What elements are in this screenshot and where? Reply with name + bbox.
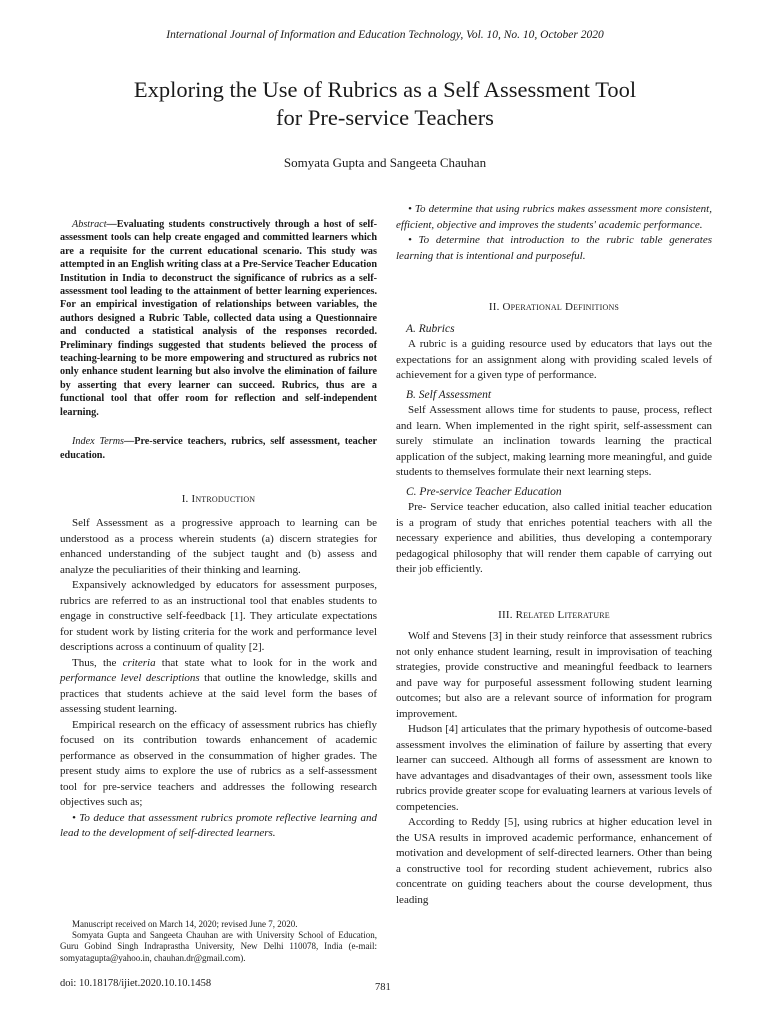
doi-link[interactable]: doi: 10.18178/ijiet.2020.10.10.1458	[60, 978, 212, 989]
section-heading-introduction: I. Introduction	[181, 492, 256, 505]
abstract-lead: Abstract	[72, 219, 107, 230]
footnote	[60, 919, 377, 964]
intro-paragraph-4: Empirical research on the efficacy of assessment rubrics has chiefly focused on its contribution towards enhancement of academic performance as observed in the consummation of higher grades. The present study aims to explore the use of rubrics as a self-assessment tool for pre-service teachers and addresses the following research objectives such as;	[60, 718, 377, 809]
section-heading-operational-definitions: II. Operational Definitions	[488, 301, 620, 313]
objective-3: • To determine that introduction to the rubric table generates learning that is intentional and purposeful.	[396, 234, 712, 262]
intro-paragraph-2: Expansively acknowledged by educators for assessment purposes, rubrics are referred to as an instructional tool that enables students to engage in constructive self-feedback [1]. They articulate expectations for student work by listing criteria for the work and performance level descriptions across a continuum of quality [2].	[60, 579, 377, 654]
intro-p3-part-a: Thus, the	[72, 656, 123, 669]
intro-paragraph-1: Self Assessment as a progressive approach to learning can be understood as a process wherein students (a) discern strategies for enhanced understanding of the subject taught and (b) assess and analyze the peculiarities of their thinking and learning.	[60, 517, 377, 576]
related-paragraph-3: According to Reddy [5], using rubrics at higher education level in the USA results in improved academic performance, enhancement of motivation and development of self-directed learners. Other than being a constructive tool for recording student achievement, rubrics also concentrate on guiding teachers about the course development, thus leading	[396, 816, 712, 906]
intro-p3-part-c: that outline the knowledge, skills and practices that students achieve at the said level form the bases of assessing student learning.	[60, 672, 377, 716]
related-paragraph-2: Hudson [4] articulates that the primary hypothesis of outcome-based assessment involves the elimination of failure by asserting that every learner can succeed. Although all forms of assessment are known to have advantages and disadvantages of their own, assessment tools like rubrics provide greater scope for evaluating learners at various levels of competencies.	[396, 723, 712, 813]
intro-p3-performance: performance level descriptions	[60, 672, 200, 685]
page-number: 781	[375, 982, 391, 993]
title-line-2: for Pre-service Teachers	[276, 105, 494, 130]
objective-1: • To deduce that assessment rubrics promote reflective learning and lead to the development of self-directed learners.	[60, 811, 377, 840]
paper-title	[60, 76, 710, 132]
subheading-rubrics: A. Rubrics	[406, 322, 455, 335]
title-line-1: Exploring the Use of Rubrics as a Self Assessment Tool	[133, 77, 637, 102]
abstract-text: —Evaluating students constructively through a host of self-assessment tools can help create engaged and committed learners which are a requisite for the current educational scenario. This study was attempted in an English writing class at a Pre-Service Teacher Education Institution in India to deconstruct the significance of rubrics as a self-assessment tool leading to the attainment of better learning experiences. For an empirical investigation of relationships between variables, the authors designed a Rubric Table, collected data using a Questionnaire and conducted a statistical analysis of the responses recorded. Preliminary findings suggested that students believed the process of teaching-learning to be more empowering and structured as rubrics not only enhance student learning but also involve the elimination of failure by asserting that every learner can succeed. Rubrics, thus are a functional tool that offer room for reflection and self-independent learning.	[60, 219, 377, 418]
authors: Somyata Gupta and Sangeeta Chauhan	[283, 155, 487, 170]
index-terms-lead: Index Terms	[72, 436, 125, 448]
left-column	[60, 218, 377, 842]
subheading-self-assessment: B. Self Assessment	[406, 388, 492, 401]
related-paragraph-1: Wolf and Stevens [3] in their study reinforce that assessment rubrics not only enhance student learning, result in improvisation of teaching strategies, provide constructive and meaningful feedback to learners and pave way for purposeful assessment following student learning outcomes; but also are a relevant source of information for program improvement.	[396, 630, 712, 720]
footnote-affiliation: Somyata Gupta and Sangeeta Chauhan are with University School of Education, Guru Gobind Singh Indraprastha University, New Delhi 110078, India (e-mail: somyatagupta@yahoo.in, chauhan.dr@gmail.com).	[60, 930, 377, 963]
right-column	[396, 202, 712, 908]
objective-2: • To determine that using rubrics makes assessment more consistent, efficient, objective and improves the students' academic performance.	[396, 203, 712, 231]
index-terms-text: —Pre-service teachers, rubrics, self assessment, teacher education.	[60, 436, 377, 461]
intro-paragraph-3	[60, 656, 377, 718]
self-assessment-paragraph: Self Assessment allows time for students to pause, process, reflect and learn. When implemented in the right spirit, self-assessment can surely stimulate an inclination towards learning the practical application of the subject, making learning more meaningful, and guide students to themselves formulate their next learning steps.	[396, 404, 712, 478]
subheading-pre-service: C. Pre-service Teacher Education	[406, 485, 562, 498]
index-terms	[60, 435, 377, 462]
intro-p3-part-b: that state what to look for in the work and	[155, 656, 377, 669]
running-head: International Journal of Information and Education Technology, Vol. 10, No. 10, October 2020	[166, 29, 604, 41]
abstract	[60, 218, 377, 419]
intro-p3-criteria: criteria	[122, 656, 156, 669]
section-heading-related-literature: III. Related Literature	[498, 608, 610, 621]
rubrics-paragraph: A rubric is a guiding resource used by educators that lays out the expectations for an assignment along with providing scaled levels of achievement for a given type of performance.	[396, 338, 712, 381]
footnote-received: Manuscript received on March 14, 2020; revised June 7, 2020.	[72, 919, 298, 929]
pre-service-paragraph: Pre- Service teacher education, also called initial teacher education is a program of study that enriches potential teachers with all the necessary experience and abilities, thus developing a contemporary pedagogical philosophy that will render them capable of carrying out their job efficiently.	[396, 501, 712, 575]
